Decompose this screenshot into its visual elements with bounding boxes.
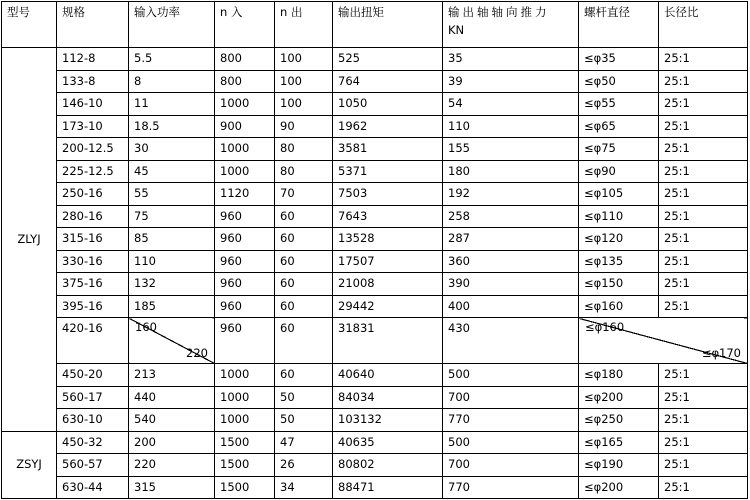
header-row <box>2 2 748 48</box>
power-cell: 315 <box>129 476 215 499</box>
n-in-cell: 800 <box>215 48 275 71</box>
table-row <box>2 138 748 161</box>
n-out-cell: 60 <box>275 228 333 251</box>
power-cell: 75 <box>129 205 215 228</box>
thrust-cell: 500 <box>443 431 579 454</box>
ratio-cell: 25:1 <box>659 476 748 499</box>
diameter-cell: ≤φ150 <box>579 273 659 296</box>
torque-cell: 764 <box>333 70 443 93</box>
n-out-cell: 50 <box>275 409 333 432</box>
ratio-cell: 25:1 <box>659 205 748 228</box>
spec-cell: 315-16 <box>57 228 129 251</box>
n-in-cell: 960 <box>215 205 275 228</box>
spec-cell: 250-16 <box>57 183 129 206</box>
n-in-cell: 1000 <box>215 160 275 183</box>
ratio-cell: 25:1 <box>659 70 748 93</box>
thrust-cell: 180 <box>443 160 579 183</box>
table-row <box>2 431 748 454</box>
torque-cell: 88471 <box>333 476 443 499</box>
header-ratio: 长径比 <box>659 2 748 48</box>
ratio-cell: 25:1 <box>659 115 748 138</box>
n-out-cell: 47 <box>275 431 333 454</box>
model-cell: ZSYJ <box>2 431 57 499</box>
spec-cell: 560-57 <box>57 454 129 477</box>
thrust-cell: 54 <box>443 93 579 116</box>
diameter-cell: ≤φ110 <box>579 205 659 228</box>
thrust-cell: 700 <box>443 386 579 409</box>
spec-cell: 450-20 <box>57 364 129 387</box>
thrust-cell: 192 <box>443 183 579 206</box>
n-out-cell: 100 <box>275 70 333 93</box>
diameter-cell: ≤φ190 <box>579 454 659 477</box>
ratio-cell: 25:1 <box>659 409 748 432</box>
n-in-cell: 960 <box>215 318 275 364</box>
n-out-cell: 60 <box>275 318 333 364</box>
torque-cell: 21008 <box>333 273 443 296</box>
diameter-cell: ≤φ65 <box>579 115 659 138</box>
diameter-value-b: ≤φ170 <box>701 346 741 361</box>
thrust-cell: 360 <box>443 250 579 273</box>
power-cell: 30 <box>129 138 215 161</box>
torque-cell: 1962 <box>333 115 443 138</box>
thrust-cell: 390 <box>443 273 579 296</box>
thrust-cell: 770 <box>443 476 579 499</box>
torque-cell: 13528 <box>333 228 443 251</box>
table-row-merged <box>2 318 748 364</box>
spec-cell: 420-16 <box>57 318 129 364</box>
diameter-value-a: ≤φ160 <box>585 320 625 334</box>
spec-cell: 395-16 <box>57 295 129 318</box>
n-out-cell: 26 <box>275 454 333 477</box>
thrust-cell: 700 <box>443 454 579 477</box>
spec-cell: 375-16 <box>57 273 129 296</box>
n-out-cell: 80 <box>275 160 333 183</box>
table-row <box>2 93 748 116</box>
n-out-cell: 80 <box>275 138 333 161</box>
torque-cell: 80802 <box>333 454 443 477</box>
diameter-cell: ≤φ180 <box>579 364 659 387</box>
spec-cell: 450-32 <box>57 431 129 454</box>
n-in-cell: 960 <box>215 228 275 251</box>
ratio-cell: 25:1 <box>659 431 748 454</box>
ratio-cell: 25:1 <box>659 364 748 387</box>
spec-cell: 173-10 <box>57 115 129 138</box>
torque-cell: 29442 <box>333 295 443 318</box>
thrust-cell: 500 <box>443 364 579 387</box>
power-cell: 213 <box>129 364 215 387</box>
table-row <box>2 409 748 432</box>
spec-cell: 200-12.5 <box>57 138 129 161</box>
torque-cell: 7503 <box>333 183 443 206</box>
ratio-cell: 25:1 <box>659 93 748 116</box>
spec-table <box>1 1 748 499</box>
diameter-cell: ≤φ50 <box>579 70 659 93</box>
n-out-cell: 100 <box>275 93 333 116</box>
ratio-cell: 25:1 <box>659 160 748 183</box>
spec-cell: 560-17 <box>57 386 129 409</box>
table-row <box>2 205 748 228</box>
torque-cell: 525 <box>333 48 443 71</box>
n-in-cell: 1500 <box>215 476 275 499</box>
table-row <box>2 250 748 273</box>
n-in-cell: 960 <box>215 273 275 296</box>
header-model: 型号 <box>2 2 57 48</box>
table-row <box>2 48 748 71</box>
spec-cell: 112-8 <box>57 48 129 71</box>
model-cell: ZLYJ <box>2 48 57 432</box>
diameter-cell: ≤φ75 <box>579 138 659 161</box>
n-in-cell: 960 <box>215 295 275 318</box>
power-cell: 5.5 <box>129 48 215 71</box>
thrust-cell: 770 <box>443 409 579 432</box>
torque-cell: 7643 <box>333 205 443 228</box>
table-row <box>2 364 748 387</box>
ratio-cell: 25:1 <box>659 250 748 273</box>
table-row <box>2 160 748 183</box>
diameter-cell: ≤φ35 <box>579 48 659 71</box>
diameter-cell: ≤φ165 <box>579 431 659 454</box>
diameter-diagonal-cell <box>579 318 748 364</box>
torque-cell: 40640 <box>333 364 443 387</box>
n-out-cell: 60 <box>275 250 333 273</box>
header-n-in: n 入 <box>215 2 275 48</box>
thrust-cell: 400 <box>443 295 579 318</box>
diameter-cell: ≤φ90 <box>579 160 659 183</box>
table-row <box>2 386 748 409</box>
header-thrust-label: 输出轴轴向推力 <box>448 5 550 19</box>
torque-cell: 17507 <box>333 250 443 273</box>
diameter-cell: ≤φ250 <box>579 409 659 432</box>
n-out-cell: 100 <box>275 48 333 71</box>
n-in-cell: 1120 <box>215 183 275 206</box>
n-out-cell: 34 <box>275 476 333 499</box>
power-diagonal-cell <box>129 318 215 364</box>
diameter-cell: ≤φ200 <box>579 386 659 409</box>
torque-cell: 5371 <box>333 160 443 183</box>
n-out-cell: 50 <box>275 386 333 409</box>
power-value-a: 160 <box>135 320 157 334</box>
thrust-cell: 258 <box>443 205 579 228</box>
header-power: 输入功率 <box>129 2 215 48</box>
n-in-cell: 960 <box>215 250 275 273</box>
header-thrust-unit: KN <box>448 22 465 37</box>
power-cell: 440 <box>129 386 215 409</box>
torque-cell: 1050 <box>333 93 443 116</box>
table-row <box>2 295 748 318</box>
n-in-cell: 800 <box>215 70 275 93</box>
torque-cell: 103132 <box>333 409 443 432</box>
ratio-cell: 25:1 <box>659 183 748 206</box>
ratio-cell: 25:1 <box>659 454 748 477</box>
n-out-cell: 60 <box>275 364 333 387</box>
ratio-cell: 25:1 <box>659 138 748 161</box>
spec-cell: 146-10 <box>57 93 129 116</box>
spec-cell: 225-12.5 <box>57 160 129 183</box>
ratio-cell: 25:1 <box>659 228 748 251</box>
power-cell: 18.5 <box>129 115 215 138</box>
thrust-cell: 287 <box>443 228 579 251</box>
header-n-out: n 出 <box>275 2 333 48</box>
n-in-cell: 1000 <box>215 364 275 387</box>
diameter-cell: ≤φ160 <box>579 295 659 318</box>
table-row <box>2 70 748 93</box>
power-cell: 11 <box>129 93 215 116</box>
power-cell: 540 <box>129 409 215 432</box>
torque-cell: 3581 <box>333 138 443 161</box>
spec-cell: 630-10 <box>57 409 129 432</box>
header-torque: 输出扭矩 <box>333 2 443 48</box>
diameter-cell: ≤φ120 <box>579 228 659 251</box>
power-cell: 200 <box>129 431 215 454</box>
table-row <box>2 183 748 206</box>
torque-cell: 84034 <box>333 386 443 409</box>
thrust-cell: 155 <box>443 138 579 161</box>
power-cell: 185 <box>129 295 215 318</box>
n-out-cell: 60 <box>275 273 333 296</box>
thrust-cell: 35 <box>443 48 579 71</box>
power-cell: 45 <box>129 160 215 183</box>
diameter-cell: ≤φ200 <box>579 476 659 499</box>
n-in-cell: 900 <box>215 115 275 138</box>
n-out-cell: 60 <box>275 295 333 318</box>
thrust-cell: 430 <box>443 318 579 364</box>
power-cell: 220 <box>129 454 215 477</box>
power-cell: 132 <box>129 273 215 296</box>
header-spec: 规格 <box>57 2 129 48</box>
diameter-cell: ≤φ135 <box>579 250 659 273</box>
spec-cell: 133-8 <box>57 70 129 93</box>
table-row <box>2 476 748 499</box>
n-in-cell: 1000 <box>215 409 275 432</box>
spec-cell: 630-44 <box>57 476 129 499</box>
header-diameter: 螺杆直径 <box>579 2 659 48</box>
power-cell: 55 <box>129 183 215 206</box>
spec-cell: 330-16 <box>57 250 129 273</box>
table-row <box>2 228 748 251</box>
table-row <box>2 273 748 296</box>
thrust-cell: 110 <box>443 115 579 138</box>
header-thrust <box>443 2 579 48</box>
n-in-cell: 1000 <box>215 93 275 116</box>
thrust-cell: 39 <box>443 70 579 93</box>
torque-cell: 40635 <box>333 431 443 454</box>
power-cell: 8 <box>129 70 215 93</box>
table-row <box>2 115 748 138</box>
ratio-cell: 25:1 <box>659 295 748 318</box>
n-in-cell: 1000 <box>215 386 275 409</box>
n-in-cell: 1000 <box>215 138 275 161</box>
n-out-cell: 90 <box>275 115 333 138</box>
table-row <box>2 454 748 477</box>
n-in-cell: 1500 <box>215 431 275 454</box>
torque-cell: 31831 <box>333 318 443 364</box>
diameter-cell: ≤φ55 <box>579 93 659 116</box>
ratio-cell: 25:1 <box>659 48 748 71</box>
ratio-cell: 25:1 <box>659 386 748 409</box>
n-out-cell: 60 <box>275 205 333 228</box>
diameter-cell: ≤φ105 <box>579 183 659 206</box>
spec-cell: 280-16 <box>57 205 129 228</box>
power-cell: 85 <box>129 228 215 251</box>
power-cell: 110 <box>129 250 215 273</box>
n-out-cell: 70 <box>275 183 333 206</box>
n-in-cell: 1500 <box>215 454 275 477</box>
power-value-b: 220 <box>186 346 208 361</box>
ratio-cell: 25:1 <box>659 273 748 296</box>
